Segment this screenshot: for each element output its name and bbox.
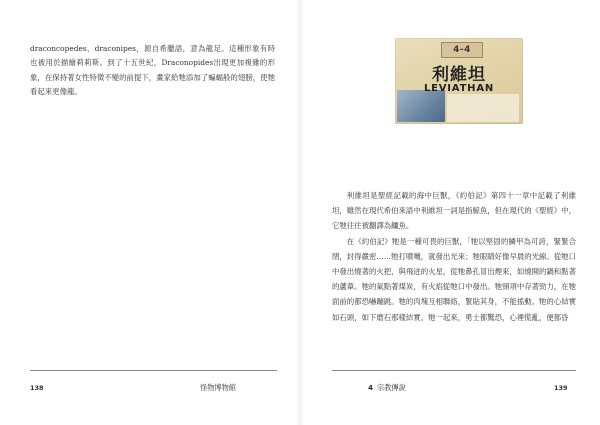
left-running-title: 怪物博物館 [200,383,236,392]
chapter-label-card [395,38,523,124]
running-chapter-number: 4 [368,383,374,392]
left-body-text [30,42,275,99]
left-page [0,0,298,425]
chapter-title-cn: 利維坦 [432,65,486,85]
left-page-number: 138 [30,384,44,392]
right-footer-rule [332,370,576,371]
right-paragraph: 在《約伯記》牠是一種可畏的巨獸，「牠以堅固的鱗甲為可誇，緊緊合閉，封得嚴密……牠打噴嚏，就發出光來；牠眼睛好像早晨的光線。從牠口中發出燒著的火把，與飛迸的火星，從牠鼻孔冒出煙來，如燒開的鍋和點著的蘆葦。牠的氣點著煤炭，有火焰從牠口中發出。牠頸項中存著勁力，在牠面前的都恐嚇蹦跳。牠的肉塊互相聯絡，緊貼其身，不能搖動。牠的心結實如石頭，如下磨石那樣結實。牠一起來，勇士都驚恐，心裡慌亂，便都昏 [332,236,576,322]
chapter-tag: 4-4 [441,42,483,58]
chapter-title-en: LEVIATHAN [423,83,495,94]
label-blue-scrap [397,90,445,122]
left-paragraph: draconcopedes、draconipes，源自希臘語，意為龍足。這種形象有時也被用於描繪莉莉斯。到了十五世紀，Draconopides出現更加複雜的形象，在保持著女性特徵不變的前提下，畫家給牠添加了蝙蝠般的翅膀，使牠看起來更像龍。 [30,44,275,96]
right-page [302,0,600,425]
running-chapter-title: 宗教傳說 [377,383,406,392]
right-page-number: 139 [554,384,568,392]
right-body-text [332,188,576,325]
left-footer-rule [30,370,277,371]
label-cream-scrap [447,94,519,122]
right-running-title [368,383,406,393]
right-paragraph: 利維坦是聖經記載的海中巨獸，《約伯記》第四十一章中記載了利維坦，雖然在現代希伯來語中利維坦一詞是指鯨魚，但在現代的《聖經》中，它牠往往被翻譯為鱷魚。 [332,191,576,231]
